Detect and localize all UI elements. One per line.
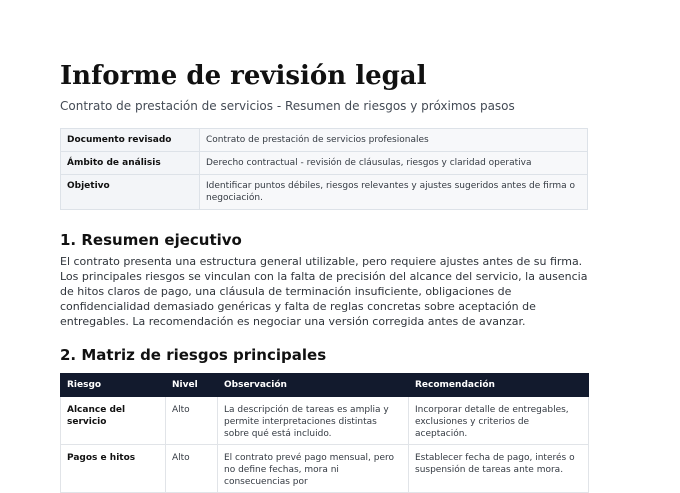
risk-level-payments-milestones: Alto (166, 445, 218, 493)
metadata-row-objective (61, 175, 588, 210)
recommendation-column-header: Recomendación (409, 374, 589, 397)
document-metadata-table (60, 128, 588, 210)
metadata-value-reviewed-document: Contrato de prestación de servicios profesionales (200, 129, 588, 152)
risk-matrix-section (60, 345, 588, 493)
metadata-label-reviewed-document: Documento revisado (61, 129, 200, 152)
risk-name-payments-milestones: Pagos e hitos (61, 445, 166, 493)
metadata-row-reviewed-document (61, 129, 588, 152)
risk-matrix-heading: 2. Matriz de riesgos principales (60, 346, 327, 364)
risk-observation-service-scope: La descripción de tareas es amplia y permite interpretaciones distintas sobre qué está incluido. (218, 397, 409, 445)
risk-recommendation-payments-milestones: Establecer fecha de pago, interés o suspensión de tareas ante mora. (409, 445, 589, 493)
metadata-row-analysis-scope (61, 152, 588, 175)
risk-recommendation-service-scope: Incorporar detalle de entregables, exclusiones y criterios de aceptación. (409, 397, 589, 445)
metadata-label-analysis-scope: Ámbito de análisis (61, 152, 200, 175)
table-row (61, 445, 589, 493)
risk-name-service-scope: Alcance del servicio (61, 397, 166, 445)
executive-summary-heading: 1. Resumen ejecutivo (60, 231, 242, 249)
level-column-header: Nivel (166, 374, 218, 397)
metadata-value-objective: Identificar puntos débiles, riesgos relevantes y ajustes sugeridos antes de firma o negociación. (200, 175, 588, 210)
executive-summary-text: El contrato presenta una estructura general utilizable, pero requiere ajustes antes de su firma. Los principales riesgos se vinculan con la falta de precisión del alcance del servicio, la ausencia de hitos claros de pago, una cláusula de terminación insuficiente, obligaciones de confidencialidad demasiado genéricas y falta de reglas concretas sobre aceptación de entregables. La recomendación es negociar una versión corregida antes de avanzar. (60, 255, 588, 328)
metadata-label-objective: Objetivo (61, 175, 200, 210)
risk-column-header: Riesgo (61, 374, 166, 397)
document-title: Informe de revisión legal (60, 61, 427, 91)
table-row (61, 397, 589, 445)
risk-table-header-row (61, 374, 589, 397)
risk-matrix-table (60, 373, 589, 493)
executive-summary-section (60, 230, 588, 329)
observation-column-header: Observación (218, 374, 409, 397)
risk-level-service-scope: Alto (166, 397, 218, 445)
risk-observation-payments-milestones: El contrato prevé pago mensual, pero no define fechas, mora ni consecuencias por (218, 445, 409, 493)
document-subtitle: Contrato de prestación de servicios - Resumen de riesgos y próximos pasos (60, 99, 515, 113)
metadata-value-analysis-scope: Derecho contractual - revisión de cláusulas, riesgos y claridad operativa (200, 152, 588, 175)
document-content (60, 58, 588, 493)
